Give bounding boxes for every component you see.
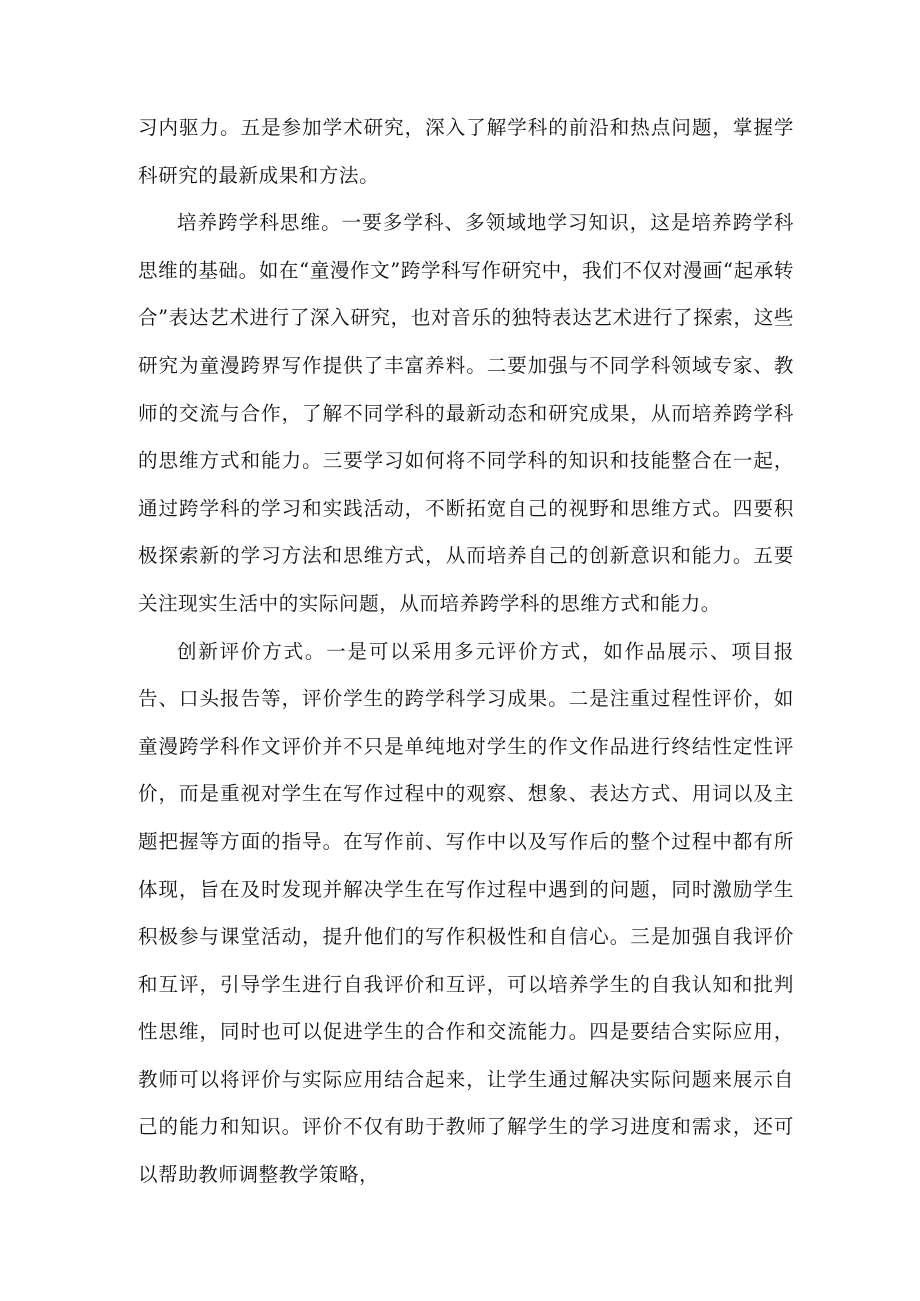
paragraph-interdisciplinary-thinking: 培养跨学科思维。一要多学科、多领域地学习知识，这是培养跨学科思维的基础。如在“童漫作文”跨学科写作研究中，我们不仅对漫画“起承转合”表达艺术进行了深入研究，也对音乐的独特表达艺术进行了探索，这些研究为童漫跨界写作提供了丰富养料。二要加强与不同学科领域专家、教师的交流与合作，了解不同学科的最新动态和研究成果，从而培养跨学科的思维方式和能力。三要学习如何将不同学科的知识和技能整合在一起，通过跨学科的学习和实践活动，不断拓宽自己的视野和思维方式。四要积极探索新的学习方法和思维方式，从而培养自己的创新意识和能力。五要关注现实生活中的实际问题，从而培养跨学科的思维方式和能力。 <box>138 211 794 615</box>
paragraph-evaluation-methods: 创新评价方式。一是可以采用多元评价方式，如作品展示、项目报告、口头报告等，评价学生的跨学科学习成果。二是注重过程性评价，如童漫跨学科作文评价并不只是单纯地对学生的作文作品进行终结性定性评价，而是重视对学生在写作过程中的观察、想象、表达方式、用词以及主题把握等方面的指导。在写作前、写作中以及写作后的整个过程中都有所体现，旨在及时发现并解决学生在写作过程中遇到的问题，同时激励学生积极参与课堂活动，提升他们的写作积极性和自信心。三是加强自我评价和互评，引导学生进行自我评价和互评，可以培养学生的自我认知和批判性思维，同时也可以促进学生的合作和交流能力。四是要结合实际应用，教师可以将评价与实际应用结合起来，让学生通过解决实际问题来展示自己的能力和知识。评价不仅有助于教师了解学生的学习进度和需求，还可以帮助教师调整教学策略， <box>138 639 794 1187</box>
paragraph-continuation: 习内驱力。五是参加学术研究，深入了解学科的前沿和热点问题，掌握学科研究的最新成果和方法。 <box>138 116 794 187</box>
document-page <box>138 104 794 1199</box>
